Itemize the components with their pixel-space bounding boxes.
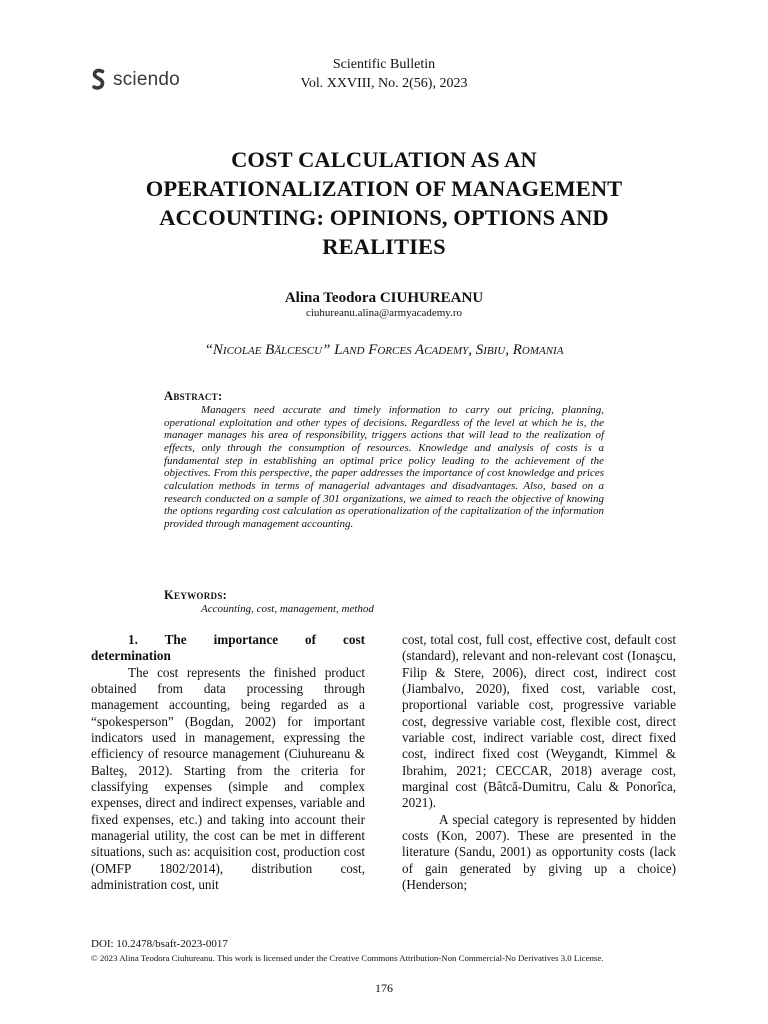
doi-line: DOI: 10.2478/bsaft-2023-0017 — [91, 938, 228, 950]
publisher-logo — [90, 68, 180, 92]
keywords-text: Accounting, cost, management, method — [201, 603, 374, 615]
author-email: ciuhureanu.alina@armyacademy.ro — [305, 307, 462, 319]
author-name: Alina Teodora CIUHUREANU — [284, 290, 484, 306]
page-number: 176 — [375, 981, 393, 995]
abstract-text: Managers need accurate and timely information to carry out pricing, planning, operational exploitation and other types of decisions. Regardless of the level at which he is, the manager manages his area of responsibility, triggers actions that will lead to the realization of effects, only through the consumption of resources. Knowledge and analysis of costs is a fundamental step in establishing an optimal price policy leading to the achievement of the objectives. From this perspective, the paper addresses the importance of cost knowledge and prices calculation methods in terms of managerial advantages and disadvantages. Also, based on a research conducted on a sample of 301 organizations, we aimed to reach the objective of knowing the options regarding cost calculation as operationalization of the capitalization of the information provided through management accounting. — [164, 404, 604, 530]
paper-title: COST CALCULATION AS AN OPERATIONALIZATION OF MANAGEMENT ACCOUNTING: OPINIONS, OPTIONS AND REALITIES — [145, 147, 623, 259]
journal-volume: Vol. XXVIII, No. 2(56), 2023 — [300, 76, 468, 91]
body-paragraph: cost, total cost, full cost, effective cost, default cost (standard), relevant and non-relevant cost (Ionaşcu, Filip & Stere, 2006), direct cost, indirect cost (Jiambalvo, 2020), fixed cost, variable cost, proportional variable cost, progressive variable cost, degressive variable cost, flexible cost, direct variable cost, indirect variable cost, direct fixed cost, indirect fixed cost (Weygandt, Kimmel & Ibrahim, 2021; CECCAR, 2018) average cost, marginal cost (Bâtcă-Dumitru, Calu & Ponorîca, 2021). — [402, 632, 676, 811]
publisher-name: sciendo — [113, 69, 180, 90]
section-heading-continued: determination — [91, 648, 171, 664]
section-heading: 1. The importance of cost — [128, 632, 365, 647]
body-column-left — [91, 632, 365, 894]
body-column-right — [402, 632, 676, 894]
body-paragraph: The cost represents the finished product obtained from data processing through management accounting, being regarded as a “spokesperson” (Bogdan, 2002) for important indicators used in management, expressing the efficiency of resource management (Ciuhureanu & Balteş, 2012). Starting from the criteria for classifying expenses (simple and complex expenses, direct and indirect expenses, variable and fixed expenses, etc.) and taking into account their managerial utility, the cost can be met in different situations, such as: acquisition cost, production cost (OMFP 1802/2014), distribution cost, administration cost, unit — [91, 664, 365, 893]
abstract-heading: Abstract: — [164, 389, 223, 403]
body-paragraph: A special category is represented by hidden costs (Kon, 2007). These are presented in the literature (Sandu, 2001) as opportunity costs (lack of gain generated by giving up a choice) (Henderson; — [402, 811, 676, 893]
journal-name: Scientific Bulletin — [332, 57, 436, 72]
license-line: © 2023 Alina Teodora Ciuhureanu. This work is licensed under the Creative Commons Attribution-Non Commercial-No Derivatives 3.0 License. — [91, 953, 604, 963]
keywords-heading: Keywords: — [164, 588, 228, 602]
sciendo-logo-icon — [90, 68, 108, 92]
author-affiliation: “Nicolae Bălcescu” Land Forces Academy, Sibiu, Romania — [204, 342, 564, 358]
journal-info — [250, 55, 518, 93]
